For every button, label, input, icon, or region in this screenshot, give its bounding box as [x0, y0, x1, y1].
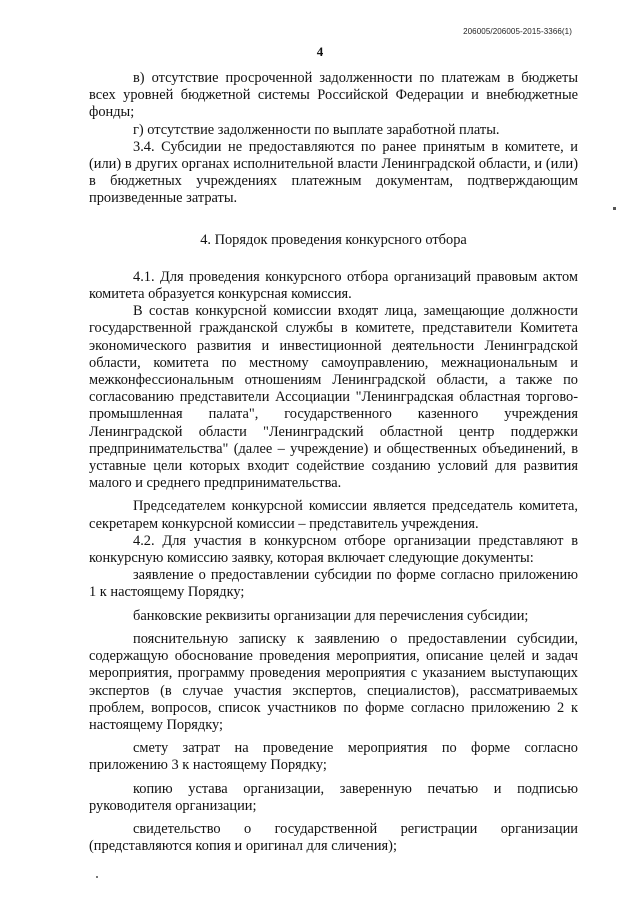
paragraph-item-v: в) отсутствие просроченной задолженности по платежам в бюджеты всех уровней бюджетной системы Российской Федерации и внебюджетные фонды;	[89, 70, 578, 121]
paragraph-item-g: г) отсутствие задолженности по выплате заработной платы.	[133, 121, 500, 138]
paragraph-4-1: 4.1. Для проведения конкурсного отбора организаций правовым актом комитета образуется конкурсная комиссия.	[89, 268, 578, 303]
list-item-bank-details: банковские реквизиты организации для перечисления субсидии;	[133, 607, 529, 624]
section-heading: 4. Порядок проведения конкурсного отбора	[200, 231, 467, 248]
document-body	[89, 70, 578, 855]
scan-mark	[613, 207, 616, 210]
list-item-charter-copy: копию устава организации, заверенную печатью и подписью руководителя организации;	[89, 780, 578, 814]
scan-mark-bottom	[96, 876, 98, 878]
document-code: 206005/206005-2015-3366(1)	[463, 27, 572, 36]
paragraph-3-4: 3.4. Субсидии не предоставляются по ранее принятым в комитете, и (или) в других органах исполнительной власти Ленинградской области, и (или) в бюджетных учреждениях платежным документам, подтверждающим произведенные затраты.	[89, 138, 578, 207]
list-item-cost-estimate: смету затрат на проведение мероприятия по форме согласно приложению 3 к настоящему Порядку;	[89, 740, 578, 774]
list-item-registration-certificate: свидетельство о государственной регистрации организации (представляются копия и оригинал для сличения);	[89, 820, 578, 855]
list-item-explanatory-note: пояснительную записку к заявлению о предоставлении субсидии, содержащую обоснование проведения мероприятия, описание целей и задач мероприятия, программу проведения мероприятия с указанием выступающих экспертов (в случае участия экспертов, специалистов), рассматриваемых проблем, вопросов, список участников по форме согласно приложению 2 к настоящему Порядку;	[89, 630, 578, 733]
page-number: 4	[316, 44, 324, 59]
paragraph-chairman: Председателем конкурсной комиссии является председатель комитета, секретарем конкурсной комиссии – представитель учреждения.	[89, 498, 578, 532]
paragraph-4-2: 4.2. Для участия в конкурсном отборе организации представляют в конкурсную комиссию заявку, которая включает следующие документы:	[89, 532, 578, 567]
paragraph-commission-composition: В состав конкурсной комиссии входят лица, замещающие должности государственной гражданской службы в комитете, представители Комитета экономического развития и инвестиционной деятельности Ленинградской области, комитета по местному самоуправлению, межнациональным и межконфессиональным отношениям Ленинградской области, а также по согласованию представители Ассоциации "Ленинградская областная торгово-промышленная палата", государственного казенного учреждения Ленинградской области "Ленинградский областной центр поддержки предпринимательства" (далее – учреждение) и общественных объединений, в уставные цели которых входит содействие созданию условий для развития малого и среднего предпринимательства.	[89, 303, 578, 492]
list-item-application: заявление о предоставлении субсидии по форме согласно приложению 1 к настоящему Порядку;	[89, 567, 578, 601]
